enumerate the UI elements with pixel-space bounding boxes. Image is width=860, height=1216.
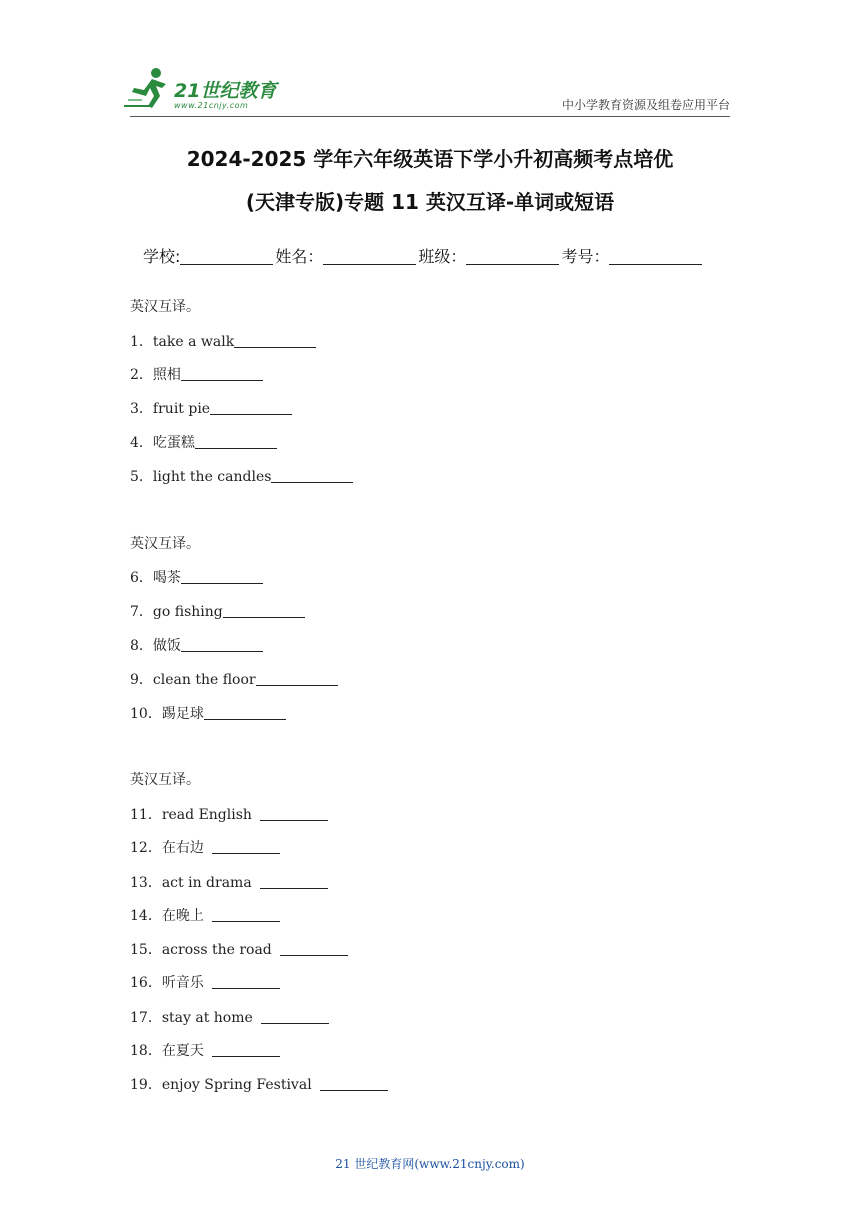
runner-logo-icon [122, 66, 174, 112]
question-number: 6． [130, 570, 153, 586]
question-text: light the candles [152, 469, 272, 485]
logo-url: www.21cnjy.com [174, 101, 249, 110]
question-text: act in drama [161, 875, 252, 891]
question-text: 踢足球 [161, 706, 204, 722]
question-text: 喝茶 [152, 570, 181, 586]
header-divider [130, 116, 730, 117]
answer-blank[interactable] [280, 941, 348, 956]
question-item [130, 703, 286, 723]
question-number: 19． [130, 1077, 162, 1093]
question-item [130, 837, 280, 857]
question-number: 2． [130, 367, 153, 383]
class-blank[interactable] [466, 248, 559, 265]
answer-blank[interactable] [212, 907, 280, 922]
question-number: 13． [130, 875, 162, 891]
name-blank[interactable] [323, 248, 416, 265]
question-number: 11． [130, 807, 162, 823]
page-title-line1: 2024-2025 学年六年级英语下学小升初高频考点培优 [186, 147, 674, 171]
section-instruction: 英汉互译。 [130, 299, 200, 315]
answer-blank[interactable] [234, 333, 316, 348]
question-number: 15． [130, 942, 162, 958]
question-text: 照相 [152, 367, 181, 383]
question-number: 1． [130, 334, 153, 350]
answer-blank[interactable] [256, 671, 338, 686]
platform-label: 中小学教育资源及组卷应用平台 [561, 98, 730, 112]
question-item [130, 1040, 280, 1060]
question-text: enjoy Spring Festival [161, 1077, 312, 1093]
question-item [130, 364, 263, 384]
question-item [130, 466, 353, 486]
question-text: take a walk [152, 334, 235, 350]
section-instruction: 英汉互译。 [130, 772, 200, 788]
question-item [130, 804, 328, 824]
question-item [130, 872, 328, 892]
question-text: 在夏天 [161, 1043, 204, 1059]
answer-blank[interactable] [195, 434, 277, 449]
question-number: 10． [130, 706, 162, 722]
answer-blank[interactable] [210, 400, 292, 415]
logo [122, 66, 290, 114]
answer-blank[interactable] [260, 806, 328, 821]
question-item [130, 1007, 329, 1027]
school-label: 学校: [143, 247, 181, 266]
question-item [130, 972, 280, 992]
question-text: 吃蛋糕 [152, 435, 195, 451]
section-instruction: 英汉互译。 [130, 536, 200, 552]
page-header [0, 0, 860, 118]
question-number: 17． [130, 1010, 162, 1026]
question-text: go fishing [152, 604, 223, 620]
school-blank[interactable] [180, 248, 273, 265]
question-text: 在晚上 [161, 908, 204, 924]
class-label: 班级： [418, 247, 467, 266]
answer-blank[interactable] [223, 603, 305, 618]
question-text: stay at home [161, 1010, 253, 1026]
page-footer[interactable]: 21 世纪教育网(www.21cnjy.com) [335, 1157, 525, 1171]
question-item [130, 635, 263, 655]
question-text: clean the floor [152, 672, 256, 688]
question-number: 7． [130, 604, 153, 620]
answer-blank[interactable] [181, 569, 263, 584]
question-item [130, 567, 263, 587]
question-item [130, 432, 277, 452]
question-number: 5． [130, 469, 153, 485]
question-number: 18． [130, 1043, 162, 1059]
number-blank[interactable] [609, 248, 702, 265]
question-number: 8． [130, 638, 153, 654]
question-text: fruit pie [152, 401, 211, 417]
question-item [130, 669, 338, 689]
student-info-row [143, 244, 704, 267]
question-item [130, 905, 280, 925]
answer-blank[interactable] [181, 637, 263, 652]
question-item [130, 601, 305, 621]
question-text: 听音乐 [161, 975, 204, 991]
answer-blank[interactable] [212, 839, 280, 854]
question-number: 14． [130, 908, 162, 924]
question-item [130, 939, 348, 959]
answer-blank[interactable] [271, 468, 353, 483]
answer-blank[interactable] [181, 366, 263, 381]
answer-blank[interactable] [212, 974, 280, 989]
question-item [130, 398, 292, 418]
name-label: 姓名： [275, 247, 324, 266]
question-number: 4． [130, 435, 153, 451]
answer-blank[interactable] [212, 1042, 280, 1057]
question-text: 在右边 [161, 840, 204, 856]
question-number: 3． [130, 401, 153, 417]
answer-blank[interactable] [260, 874, 328, 889]
answer-blank[interactable] [204, 705, 286, 720]
question-text: 做饭 [152, 638, 181, 654]
question-number: 12． [130, 840, 162, 856]
answer-blank[interactable] [320, 1076, 388, 1091]
question-item [130, 1074, 388, 1094]
answer-blank[interactable] [261, 1009, 329, 1024]
question-number: 9． [130, 672, 153, 688]
logo-text: 21世纪教育 [174, 80, 277, 102]
number-label: 考号： [561, 247, 610, 266]
question-item [130, 331, 316, 351]
question-number: 16． [130, 975, 162, 991]
page-title-line2: (天津专版)专题 11 英汉互译-单词或短语 [245, 190, 615, 214]
question-text: read English [161, 807, 252, 823]
question-text: across the road [161, 942, 272, 958]
